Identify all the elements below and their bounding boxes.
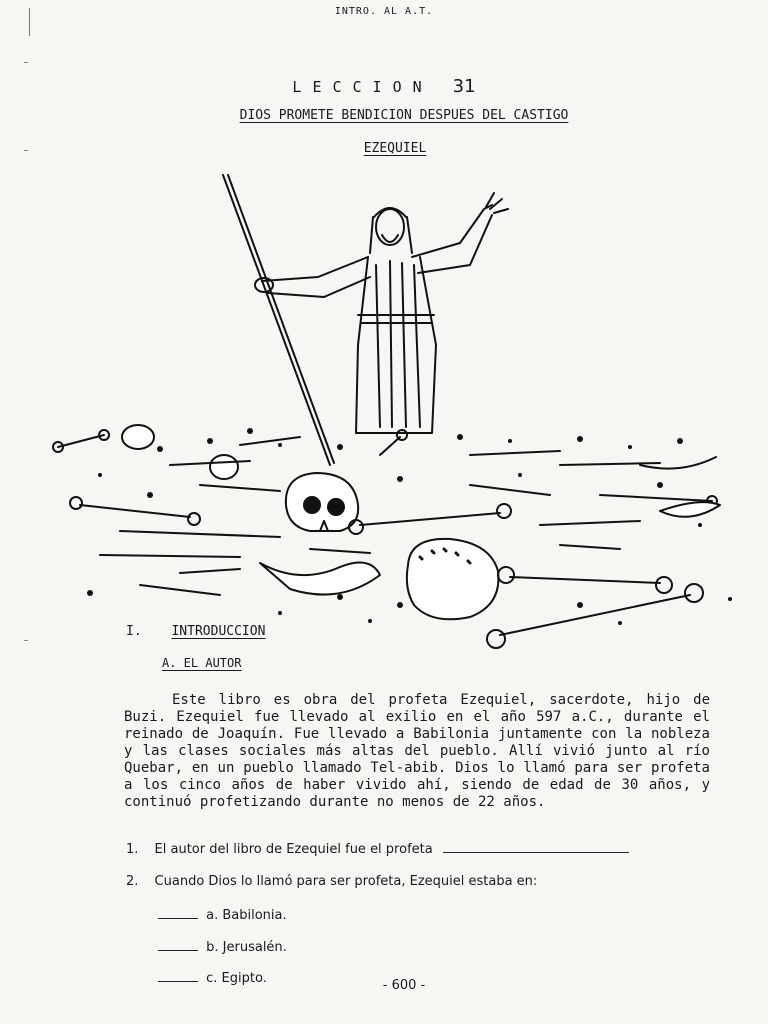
- option-label: b. Jerusalén.: [206, 940, 287, 955]
- running-header: INTRO. AL A.T.: [334, 6, 434, 17]
- option-label: a. Babilonia.: [206, 908, 287, 923]
- answer-blank[interactable]: [443, 840, 629, 853]
- question-number: 2.: [126, 874, 139, 889]
- question-number: 1.: [126, 842, 139, 857]
- question-2: [126, 874, 537, 889]
- margin-tick: [24, 640, 28, 641]
- section-heading: [126, 624, 265, 639]
- subtitle-text: DIOS PROMETE BENDICION DESPUES DEL CASTIGO: [239, 108, 569, 123]
- lesson-word: LECCION: [292, 78, 433, 96]
- staff-icon: [223, 175, 334, 465]
- subsection-heading: A. EL AUTOR: [162, 656, 242, 670]
- page-number: - 600 -: [382, 978, 426, 993]
- author-paragraph: Este libro es obra del profeta Ezequiel, sacerdote, hijo de Buzi. Ezequiel fue llevado al exilio en el año 597 a.C., durante el reinado de Joaquín. Fue llevado a Babilonia juntamente con la nobleza y las clases sociales más altas del pueblo. Allí vivió junto al río Quebar, en un pueblo llamado Tel-abib. Dios lo llamó para ser profeta a los cinco años de haber vivido ahí, siendo de edad de 30 años, y continuó profetizando durante no menos de 22 años.: [124, 692, 710, 810]
- lesson-title: [0, 76, 768, 97]
- section-numeral: I.: [126, 624, 142, 639]
- question-text: Cuando Dios lo llamó para ser profeta, Ezequiel estaba en:: [154, 874, 538, 889]
- book-title: [0, 141, 768, 156]
- prophet-figure: [255, 193, 508, 433]
- lesson-subtitle: [0, 108, 768, 123]
- bones-field: [53, 425, 720, 648]
- ezekiel-valley-of-bones-illustration: [40, 165, 740, 665]
- option-blank[interactable]: [158, 906, 198, 919]
- question-1: [126, 840, 629, 857]
- margin-tick: [24, 62, 28, 63]
- option-label: c. Egipto.: [206, 971, 267, 986]
- lesson-number: 31: [452, 76, 476, 97]
- book-name: EZEQUIEL: [363, 141, 427, 156]
- option-b: [158, 938, 287, 955]
- option-a: [158, 906, 287, 923]
- question-text: El autor del libro de Ezequiel fue el profeta: [154, 842, 433, 857]
- section-title: INTRODUCCION: [171, 624, 266, 639]
- option-blank[interactable]: [158, 938, 198, 951]
